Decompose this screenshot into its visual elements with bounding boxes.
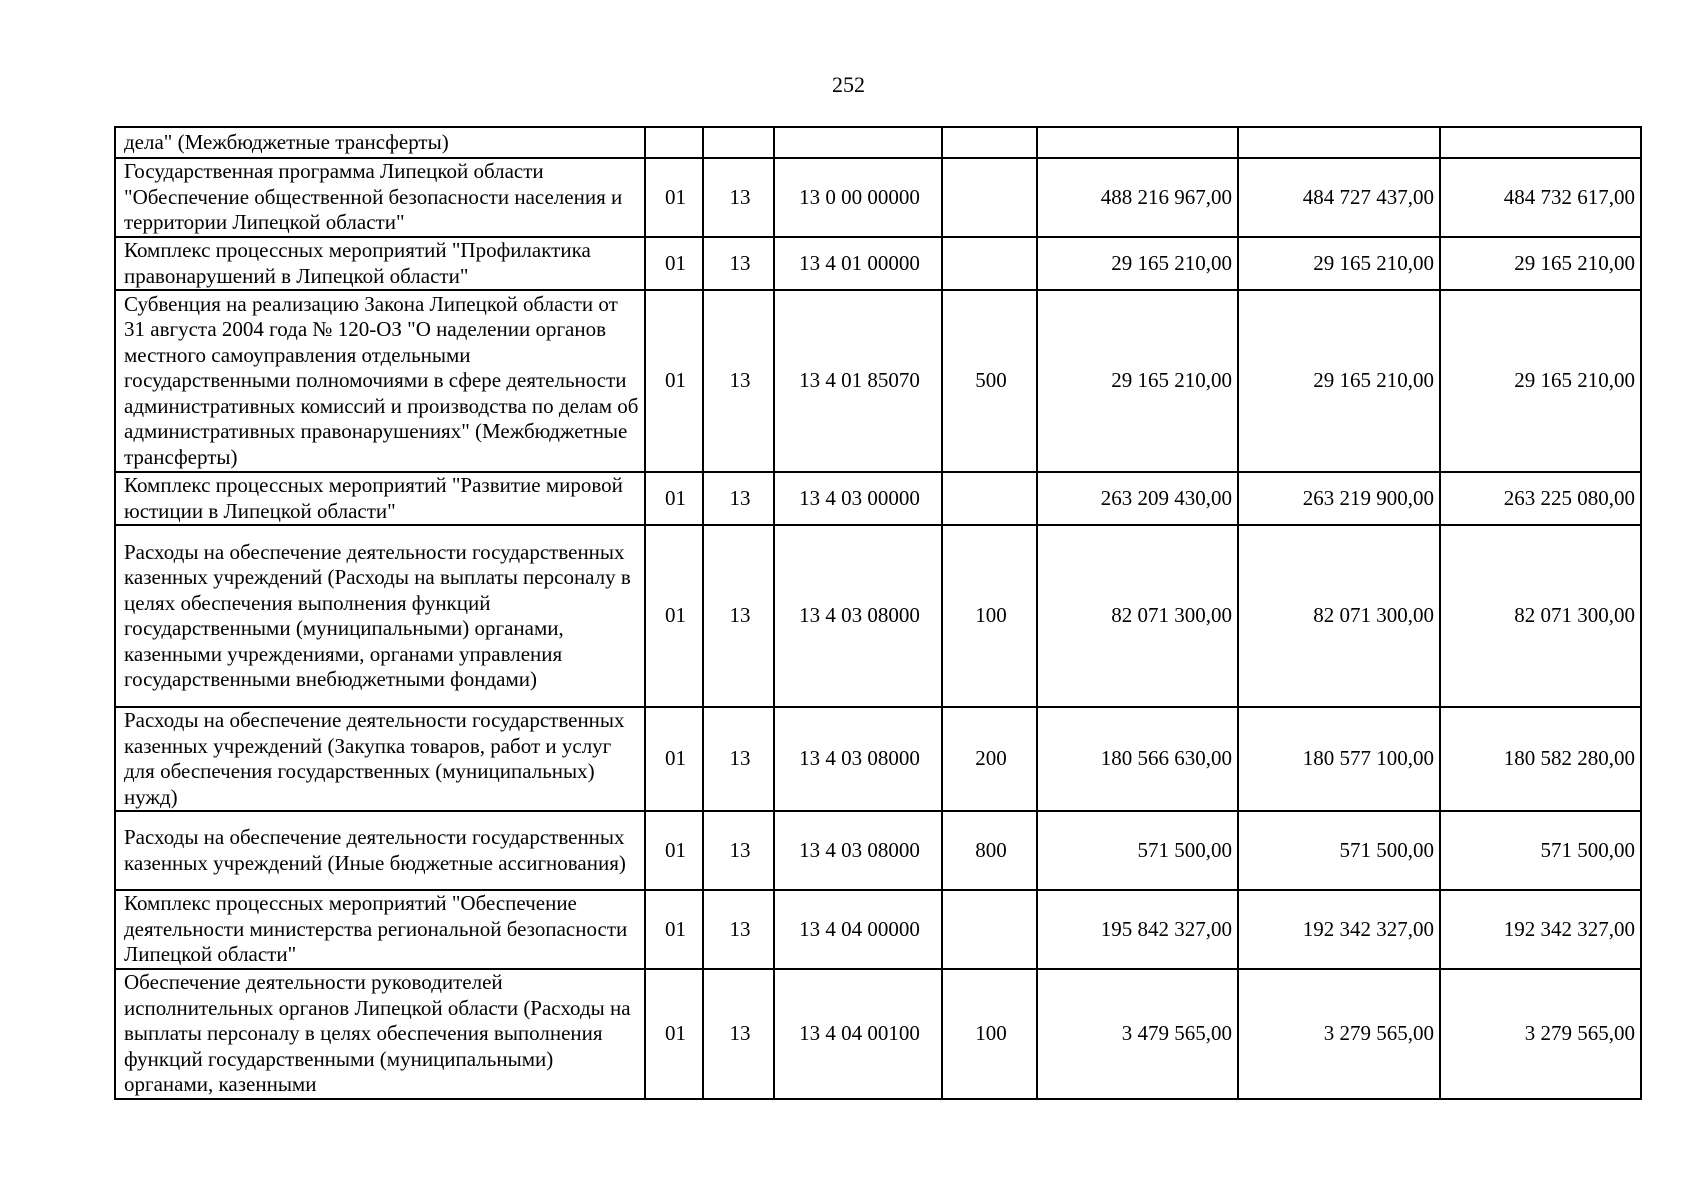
row-subsection: 13	[703, 525, 774, 707]
row-target-article: 13 4 03 08000	[774, 525, 942, 707]
row-name: Расходы на обеспечение деятельности государственных казенных учреждений (Иные бюджетные ассигнования)	[115, 811, 645, 890]
row-target-article: 13 4 04 00100	[774, 969, 942, 1099]
row-amount-1: 82 071 300,00	[1037, 525, 1238, 707]
table-row	[115, 237, 1641, 290]
row-amount-2: 29 165 210,00	[1238, 237, 1440, 290]
row-amount-1: 29 165 210,00	[1037, 290, 1238, 472]
row-subsection: 13	[703, 290, 774, 472]
row-amount-2: 571 500,00	[1238, 811, 1440, 890]
row-amount-3: 82 071 300,00	[1440, 525, 1641, 707]
table-row	[115, 707, 1641, 811]
row-subsection: 13	[703, 472, 774, 525]
row-expense-type	[942, 237, 1037, 290]
row-subsection	[703, 127, 774, 158]
row-subsection: 13	[703, 811, 774, 890]
row-amount-2: 484 727 437,00	[1238, 158, 1440, 237]
row-subsection: 13	[703, 890, 774, 969]
row-expense-type: 800	[942, 811, 1037, 890]
row-target-article: 13 4 03 08000	[774, 811, 942, 890]
row-amount-3: 29 165 210,00	[1440, 290, 1641, 472]
row-amount-3: 263 225 080,00	[1440, 472, 1641, 525]
row-expense-type: 200	[942, 707, 1037, 811]
row-amount-3: 192 342 327,00	[1440, 890, 1641, 969]
row-amount-1: 488 216 967,00	[1037, 158, 1238, 237]
row-name: Субвенция на реализацию Закона Липецкой области от 31 августа 2004 года № 120-ОЗ "О наделении органов местного самоуправления отдельными государственными полномочиями в сфере деятельности административных комиссий и производства по делам об административных правонарушениях" (Межбюджетные трансферты)	[115, 290, 645, 472]
table-row	[115, 969, 1641, 1099]
row-expense-type	[942, 158, 1037, 237]
table-row	[115, 158, 1641, 237]
row-target-article	[774, 127, 942, 158]
row-amount-1: 571 500,00	[1037, 811, 1238, 890]
row-target-article: 13 4 04 00000	[774, 890, 942, 969]
row-amount-3: 484 732 617,00	[1440, 158, 1641, 237]
table-row	[115, 890, 1641, 969]
row-amount-1: 195 842 327,00	[1037, 890, 1238, 969]
row-section: 01	[645, 890, 703, 969]
row-target-article: 13 4 03 00000	[774, 472, 942, 525]
row-amount-1: 180 566 630,00	[1037, 707, 1238, 811]
page-number: 252	[832, 72, 865, 97]
row-section: 01	[645, 525, 703, 707]
row-name: Комплекс процессных мероприятий "Профилактика правонарушений в Липецкой области"	[115, 237, 645, 290]
row-name: Государственная программа Липецкой области "Обеспечение общественной безопасности населения и территории Липецкой области"	[115, 158, 645, 237]
table-row	[115, 525, 1641, 707]
row-subsection: 13	[703, 237, 774, 290]
row-amount-1: 3 479 565,00	[1037, 969, 1238, 1099]
row-section: 01	[645, 158, 703, 237]
row-section	[645, 127, 703, 158]
row-section: 01	[645, 969, 703, 1099]
row-name: Комплекс процессных мероприятий "Обеспечение деятельности министерства региональной безопасности Липецкой области"	[115, 890, 645, 969]
row-amount-3: 29 165 210,00	[1440, 237, 1641, 290]
row-amount-2: 3 279 565,00	[1238, 969, 1440, 1099]
row-target-article: 13 4 01 85070	[774, 290, 942, 472]
row-name: Комплекс процессных мероприятий "Развитие мировой юстиции в Липецкой области"	[115, 472, 645, 525]
table-row	[115, 811, 1641, 890]
row-section: 01	[645, 290, 703, 472]
row-subsection: 13	[703, 158, 774, 237]
row-amount-3: 180 582 280,00	[1440, 707, 1641, 811]
row-expense-type: 100	[942, 969, 1037, 1099]
row-target-article: 13 4 03 08000	[774, 707, 942, 811]
row-target-article: 13 0 00 00000	[774, 158, 942, 237]
row-section: 01	[645, 237, 703, 290]
row-name: Расходы на обеспечение деятельности государственных казенных учреждений (Закупка товаров, работ и услуг для обеспечения государственных (муниципальных) нужд)	[115, 707, 645, 811]
row-amount-1: 263 209 430,00	[1037, 472, 1238, 525]
table-row	[115, 472, 1641, 525]
row-expense-type	[942, 127, 1037, 158]
row-section: 01	[645, 707, 703, 811]
row-name: дела" (Межбюджетные трансферты)	[115, 127, 645, 158]
row-amount-2: 180 577 100,00	[1238, 707, 1440, 811]
table-row	[115, 290, 1641, 472]
row-name: Обеспечение деятельности руководителей исполнительных органов Липецкой области (Расходы на выплаты персоналу в целях обеспечения выполнения функций государственными (муниципальными) органами, казенными	[115, 969, 645, 1099]
row-section: 01	[645, 811, 703, 890]
row-target-article: 13 4 01 00000	[774, 237, 942, 290]
row-amount-2	[1238, 127, 1440, 158]
row-expense-type	[942, 472, 1037, 525]
row-amount-2: 82 071 300,00	[1238, 525, 1440, 707]
row-expense-type: 500	[942, 290, 1037, 472]
budget-table	[114, 126, 1642, 1100]
row-amount-1: 29 165 210,00	[1037, 237, 1238, 290]
row-amount-3: 571 500,00	[1440, 811, 1641, 890]
row-subsection: 13	[703, 707, 774, 811]
row-amount-3: 3 279 565,00	[1440, 969, 1641, 1099]
row-expense-type	[942, 890, 1037, 969]
table-body	[115, 127, 1641, 1099]
row-amount-2: 29 165 210,00	[1238, 290, 1440, 472]
row-section: 01	[645, 472, 703, 525]
table-row	[115, 127, 1641, 158]
row-subsection: 13	[703, 969, 774, 1099]
row-name: Расходы на обеспечение деятельности государственных казенных учреждений (Расходы на выплаты персоналу в целях обеспечения выполнения функций государственными (муниципальными) органами, казенными учреждениями, органами управления государственными внебюджетными фондами)	[115, 525, 645, 707]
row-amount-3	[1440, 127, 1641, 158]
row-amount-2: 263 219 900,00	[1238, 472, 1440, 525]
row-amount-1	[1037, 127, 1238, 158]
row-expense-type: 100	[942, 525, 1037, 707]
row-amount-2: 192 342 327,00	[1238, 890, 1440, 969]
